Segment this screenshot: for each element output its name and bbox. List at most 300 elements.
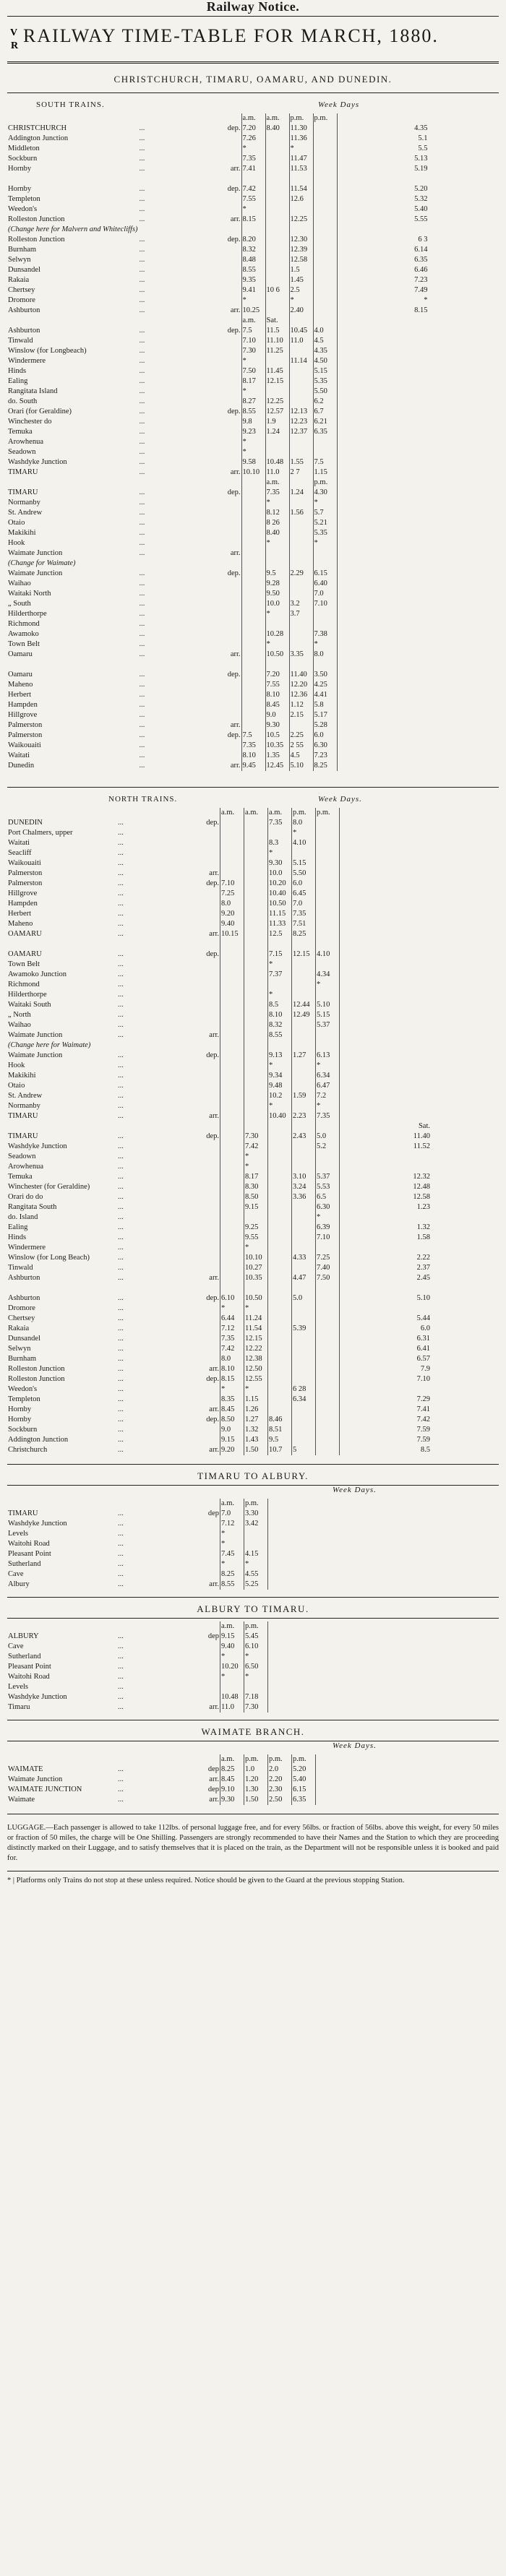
time-cell (289, 589, 313, 599)
time-cell (244, 1212, 268, 1223)
table-row (7, 387, 429, 397)
time-cell (265, 245, 289, 255)
time-cell (398, 376, 429, 387)
leader-dots: ... (118, 1011, 124, 1019)
time-cell (313, 660, 337, 670)
station-name (7, 939, 117, 949)
spacer (340, 1435, 401, 1445)
leader-dots (117, 1041, 198, 1051)
table-row (7, 1795, 316, 1805)
station-name: Orari (for Geraldine) (8, 408, 72, 415)
dep-arr-marker (220, 619, 242, 629)
time-cell: 12.58 (413, 1193, 430, 1201)
time-cell: 8.15 (220, 1374, 244, 1384)
time-cell (244, 848, 268, 858)
leader-dots (117, 939, 198, 949)
table-row (7, 828, 431, 838)
leader-dots: ... (118, 1254, 124, 1262)
dep-arr-marker: arr. (230, 215, 241, 223)
dep-arr-marker (198, 1182, 220, 1192)
leader-dots: ... (118, 1436, 124, 1444)
table-row (7, 1081, 431, 1091)
station-name: Orari do do (8, 1193, 43, 1201)
time-cell (400, 889, 431, 899)
station-name: Templeton (8, 1395, 40, 1403)
table-row (7, 1529, 268, 1539)
time-cell: 11.54 (244, 1324, 268, 1334)
time-cell (241, 498, 265, 508)
time-cell (313, 144, 337, 154)
time-cell: Sat. (265, 316, 289, 326)
leader-dots (117, 1621, 198, 1632)
time-cell (289, 376, 313, 387)
table-row (7, 559, 429, 569)
dep-arr-marker (198, 1425, 220, 1435)
time-cell (241, 579, 265, 589)
leader-dots: ... (118, 1132, 124, 1140)
time-cell: 7.35 (241, 154, 265, 164)
time-cell (398, 670, 429, 680)
time-cell: 8.25 (292, 929, 316, 939)
time-cell (289, 225, 313, 235)
leader-dots: ... (139, 327, 145, 335)
time-cell: 5.17 (313, 710, 337, 720)
dep-arr-marker (220, 437, 242, 447)
time-cell: 7.35 (265, 488, 289, 498)
dep-arr-marker (220, 700, 242, 710)
dep-arr-marker (220, 690, 242, 700)
leader-dots: ... (118, 1163, 124, 1171)
time-cell: 8.25 (220, 1765, 244, 1775)
time-cell (400, 1304, 431, 1314)
table-row (7, 599, 429, 609)
dep-arr-marker: arr. (209, 1703, 219, 1711)
dep-arr-marker (220, 508, 242, 518)
time-cell: 10.10 (244, 1253, 268, 1263)
table-row (7, 660, 429, 670)
station-name: Washdyke Junction (8, 458, 67, 466)
time-cell (398, 569, 429, 579)
table-row (7, 1672, 268, 1682)
table-row (7, 838, 431, 848)
spacer (337, 397, 398, 407)
time-cell (268, 1405, 292, 1415)
station-name: „ North (8, 1011, 31, 1019)
table-row (7, 1304, 431, 1314)
dep-arr-marker: arr. (209, 1775, 219, 1783)
time-cell: 12.13 (289, 407, 313, 417)
leader-dots: ... (118, 1233, 124, 1241)
table-row (7, 1549, 268, 1559)
station-name: Tinwald (8, 337, 33, 345)
time-cell: 7.10 (241, 336, 265, 346)
dep-arr-marker: arr. (230, 762, 241, 770)
time-cell (398, 639, 429, 650)
time-cell: 5.37 (316, 1020, 340, 1030)
time-cell: * (220, 1384, 244, 1395)
time-cell (244, 828, 268, 838)
leader-dots: ... (139, 377, 145, 385)
spacer (337, 629, 398, 639)
time-cell: a.m. (265, 478, 289, 488)
time-cell: 7.15 (268, 949, 292, 960)
time-cell: p.m. (313, 478, 337, 488)
table-row (7, 1775, 316, 1785)
time-cell (244, 838, 268, 848)
spacer (340, 1374, 401, 1384)
time-cell: 9.13 (268, 1051, 292, 1061)
time-cell: 6.10 (220, 1293, 244, 1304)
time-cell (316, 1445, 340, 1455)
time-cell: 5.35 (313, 528, 337, 538)
time-cell: 4.10 (292, 838, 316, 848)
time-cell: 7.30 (241, 346, 265, 356)
leader-dots: ... (139, 458, 145, 466)
leader-dots: ... (118, 1173, 124, 1181)
time-cell (244, 889, 268, 899)
dep-arr-marker (220, 660, 242, 670)
time-cell: 5.25 (244, 1580, 268, 1590)
time-cell: 12.25 (265, 397, 289, 407)
station-name: Addington Junction (8, 1436, 69, 1444)
time-cell: 12.36 (289, 690, 313, 700)
table-row (7, 741, 429, 751)
dep-arr-marker (198, 1334, 220, 1344)
time-cell: 4.41 (313, 690, 337, 700)
dep-arr-marker (198, 1101, 220, 1111)
time-cell: 9.10 (220, 1785, 244, 1795)
time-cell: 7.10 (316, 1233, 340, 1243)
spacer (337, 407, 398, 417)
time-cell: 8.27 (241, 397, 265, 407)
station-name (7, 1121, 117, 1132)
divider (7, 16, 499, 17)
time-cell (398, 113, 429, 124)
spacer (337, 548, 398, 559)
time-cell (241, 488, 265, 498)
leader-dots (139, 478, 220, 488)
time-cell: 9.30 (265, 720, 289, 731)
station-name: Herbert (8, 691, 32, 699)
time-cell: 5.35 (313, 376, 337, 387)
station-name: Palmerston (8, 721, 43, 729)
time-cell: 11.36 (289, 134, 313, 144)
time-cell: 4.5 (289, 751, 313, 761)
dep-arr-marker: arr. (209, 1446, 219, 1454)
time-cell (398, 478, 429, 488)
time-cell: a.m. (220, 1499, 244, 1509)
time-cell (292, 1030, 316, 1041)
station-name: Hook (8, 1061, 25, 1069)
time-cell (313, 285, 337, 296)
time-cell (400, 879, 431, 889)
time-cell (400, 919, 431, 929)
dep-arr-marker (198, 1162, 220, 1172)
time-cell (265, 215, 289, 225)
spacer (340, 909, 401, 919)
time-cell: 7.0 (313, 589, 337, 599)
time-cell (244, 1061, 268, 1071)
leader-dots: ... (118, 1683, 124, 1691)
time-cell (316, 1364, 340, 1374)
spacer (337, 336, 398, 346)
table-row (7, 569, 429, 579)
time-cell: 9.34 (268, 1071, 292, 1081)
time-cell (244, 960, 268, 970)
dep-arr-marker (198, 1172, 220, 1182)
time-cell: 11.53 (289, 164, 313, 174)
time-cell: 5 (292, 1445, 316, 1455)
station-name: Burnham (8, 1355, 37, 1363)
time-cell: 12.32 (413, 1173, 430, 1181)
time-cell (268, 1395, 292, 1405)
time-cell: 6.5 (316, 1192, 340, 1202)
time-cell (313, 124, 337, 134)
table-row (7, 650, 429, 660)
time-cell: 12.58 (289, 255, 313, 265)
time-cell: 8.51 (268, 1425, 292, 1435)
time-cell: 1.26 (244, 1405, 268, 1415)
time-cell: 6.44 (220, 1314, 244, 1324)
leader-dots (139, 660, 220, 670)
leader-dots: ... (118, 1335, 124, 1343)
leader-dots: ... (118, 1274, 124, 1282)
dep-arr-marker (198, 1499, 220, 1509)
time-cell: 2.40 (289, 306, 313, 316)
timaru-albury-caption (7, 1486, 499, 1499)
time-cell (292, 970, 316, 980)
dep-arr-marker: dep. (206, 950, 219, 958)
leader-dots: ... (118, 1304, 124, 1312)
table-row (7, 1765, 316, 1775)
time-cell (244, 1051, 268, 1061)
time-cell: * (268, 960, 292, 970)
time-cell (241, 538, 265, 548)
time-cell: 8.40 (265, 528, 289, 538)
time-cell: 10.40 (268, 1111, 292, 1121)
table-row (7, 690, 429, 700)
time-cell (265, 548, 289, 559)
dep-arr-marker (198, 980, 220, 990)
dep-arr-marker (198, 1754, 220, 1765)
time-cell (292, 1101, 316, 1111)
time-cell: 10.28 (265, 629, 289, 639)
time-cell (398, 437, 429, 447)
time-cell (268, 1152, 292, 1162)
time-cell: 4.34 (316, 970, 340, 980)
leader-dots: ... (118, 879, 124, 887)
luggage-note: LUGGAGE.—Each passenger is allowed to take 112lbs. of personal luggage free, and for every 56lbs. or fraction of 56lbs. above this weight, for every 50 miles or fraction of 50 miles, the charge will be One Shilling. Passengers are strongly recommended to have their Names and the Station to which they are proceeding distinctly marked on their Luggage, and to satisfy themselves that it is placed on the train, as the Department will not be responsible unless it is booked and paid for. (7, 1824, 499, 1862)
time-cell (398, 710, 429, 720)
table-row (7, 498, 429, 508)
spacer (337, 457, 398, 468)
table-row (7, 700, 429, 710)
time-cell (268, 1384, 292, 1395)
time-cell: 10.15 (220, 929, 244, 939)
time-cell: 12.22 (244, 1344, 268, 1354)
dep-arr-marker (198, 939, 220, 949)
spacer (340, 869, 401, 879)
table-row (7, 1499, 268, 1509)
dep-arr-marker: dep. (227, 569, 241, 577)
time-cell (244, 919, 268, 929)
time-cell: 2.43 (292, 1132, 316, 1142)
station-name: ALBURY (8, 1632, 39, 1640)
time-cell: 5.20 (292, 1765, 316, 1775)
time-cell (220, 1132, 244, 1142)
spacer (340, 838, 401, 848)
time-cell (398, 518, 429, 528)
time-cell (292, 1344, 316, 1354)
table-row (7, 1233, 431, 1243)
time-cell: * (316, 1212, 340, 1223)
table-row (7, 670, 429, 680)
leader-dots (139, 174, 220, 184)
time-cell: 3.36 (292, 1192, 316, 1202)
time-cell: 11.14 (289, 356, 313, 366)
time-cell (316, 1162, 340, 1172)
dep-arr-marker (220, 255, 242, 265)
station-name: Rangitata South (8, 1203, 57, 1211)
time-cell (265, 164, 289, 174)
leader-dots: ... (118, 1530, 124, 1538)
time-cell (268, 1212, 292, 1223)
time-cell: 12.55 (244, 1374, 268, 1384)
time-cell: 6.15 (313, 569, 337, 579)
leader-dots: ... (118, 1142, 124, 1150)
section-title: WAIMATE BRANCH. (201, 1726, 305, 1737)
time-cell: 7.55 (265, 680, 289, 690)
leader-dots: ... (118, 1509, 124, 1517)
time-cell: 9.58 (241, 457, 265, 468)
time-cell: 12.30 (289, 235, 313, 245)
station-name: Ashburton (8, 1274, 40, 1282)
time-cell: p.m. (244, 1499, 268, 1509)
time-cell: 7.42 (244, 1142, 268, 1152)
time-cell: 10.40 (268, 889, 292, 899)
leader-dots: ... (118, 1203, 124, 1211)
dep-arr-marker: dep. (206, 1132, 219, 1140)
time-cell: * (424, 296, 428, 304)
time-cell (398, 559, 429, 569)
table-row (7, 1405, 431, 1415)
table-row (7, 751, 429, 761)
time-cell (244, 1121, 268, 1132)
svg-text:V: V (10, 27, 18, 38)
leader-dots: ... (139, 246, 145, 254)
time-cell (289, 447, 313, 457)
table-row (7, 538, 429, 548)
dep-arr-marker (220, 680, 242, 690)
dep-arr-marker (220, 275, 242, 285)
station-name: WAIMATE (8, 1765, 43, 1773)
time-cell (220, 1152, 244, 1162)
time-cell (268, 1223, 292, 1233)
station-name: Sockburn (8, 1426, 38, 1434)
table-row (7, 1569, 268, 1580)
time-cell: 12.23 (289, 417, 313, 427)
dep-arr-marker: arr. (209, 1405, 219, 1413)
station-name: „ South (8, 600, 31, 608)
time-cell: 11.25 (265, 346, 289, 356)
leader-dots: ... (118, 1264, 124, 1272)
table-row (7, 508, 429, 518)
table-row (7, 1182, 431, 1192)
time-cell (268, 1233, 292, 1243)
time-cell: * (244, 1152, 268, 1162)
dep-arr-marker (198, 1384, 220, 1395)
time-cell (244, 1081, 268, 1091)
time-cell: 9.25 (244, 1223, 268, 1233)
dep-arr-marker (198, 1071, 220, 1081)
time-cell: 10.50 (244, 1293, 268, 1304)
time-cell (313, 235, 337, 245)
dep-arr-marker (198, 1672, 220, 1682)
time-cell: 3.42 (244, 1519, 268, 1529)
time-cell (268, 1344, 292, 1354)
time-cell (313, 296, 337, 306)
time-cell: * (316, 1061, 340, 1071)
spacer (337, 579, 398, 589)
table-row (7, 1041, 431, 1051)
dep-arr-marker (198, 828, 220, 838)
table-row (7, 468, 429, 478)
time-cell (316, 1030, 340, 1041)
dep-arr-marker (220, 296, 242, 306)
time-cell (289, 316, 313, 326)
dep-arr-marker (198, 1682, 220, 1692)
dep-arr-marker (220, 457, 242, 468)
spacer (340, 1395, 401, 1405)
time-cell: 6.46 (414, 266, 428, 274)
spacer (337, 306, 398, 316)
leader-dots: ... (139, 347, 145, 355)
time-cell (292, 1020, 316, 1030)
leader-dots: ... (139, 691, 145, 699)
leader-dots: ... (139, 357, 145, 365)
time-cell: 4.55 (244, 1569, 268, 1580)
station-name (7, 808, 117, 818)
spacer (340, 828, 401, 838)
spacer (337, 589, 398, 599)
dep-arr-marker (220, 225, 242, 235)
spacer (340, 1263, 401, 1273)
dep-arr-marker (220, 447, 242, 457)
time-cell: 9.15 (244, 1202, 268, 1212)
leader-dots: ... (139, 205, 145, 213)
leader-dots: ... (139, 145, 145, 152)
table-row (7, 417, 429, 427)
spacer (337, 741, 398, 751)
table-row (7, 990, 431, 1000)
spacer (340, 1344, 401, 1354)
leader-dots: ... (118, 1355, 124, 1363)
leader-dots: ... (139, 306, 145, 314)
time-cell: 5.2 (316, 1142, 340, 1152)
spacer (340, 1283, 401, 1293)
time-cell: 10.48 (265, 457, 289, 468)
station-name: Christchurch (8, 1446, 48, 1454)
time-cell: 11.45 (265, 366, 289, 376)
time-cell: * (313, 639, 337, 650)
time-cell: * (268, 990, 292, 1000)
spacer (340, 1041, 401, 1051)
station-name: Palmerston (8, 869, 43, 877)
table-row (7, 1283, 431, 1293)
spacer (340, 879, 401, 889)
time-cell (400, 909, 431, 919)
dep-arr-marker (198, 1081, 220, 1091)
